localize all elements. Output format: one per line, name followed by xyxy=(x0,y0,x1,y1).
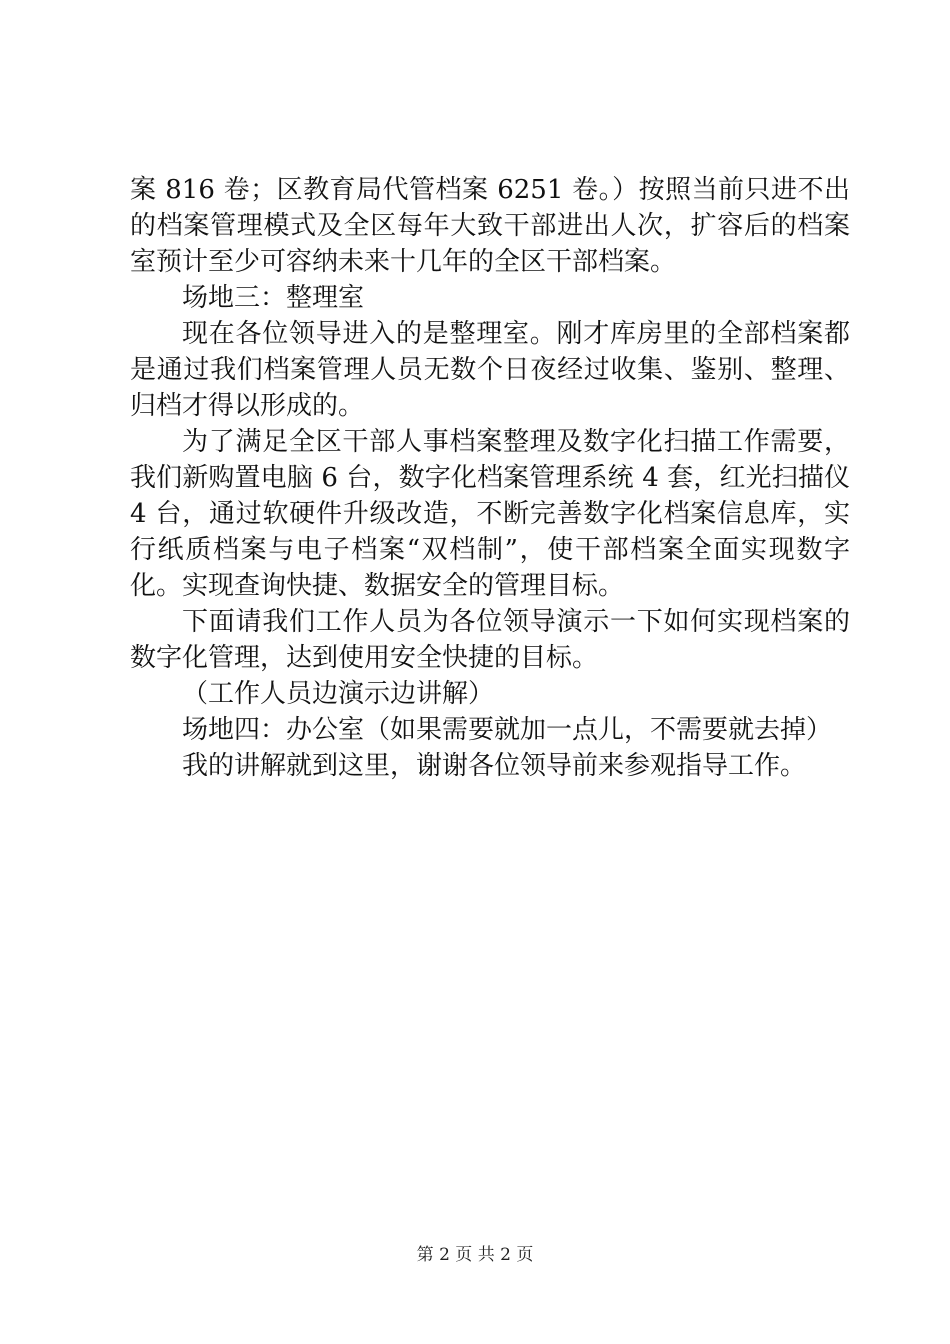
paragraph-staff-note: （工作人员边演示边讲解） xyxy=(182,679,495,709)
paragraph-demonstration: 下面请我们工作人员为各位领导演示一下如何实现档案的数字化管理，达到使用安全快捷的目标。 xyxy=(130,607,850,673)
page-footer xyxy=(0,1243,950,1267)
page-number: 第 2 页 共 2 页 xyxy=(416,1245,534,1265)
paragraph-sorting-room: 现在各位领导进入的是整理室。刚才库房里的全部档案都是通过我们档案管理人员无数个日夜经过收集、鉴别、整理、归档才得以形成的。 xyxy=(130,319,850,421)
paragraph-digitization: 为了满足全区干部人事档案整理及数字化扫描工作需要，我们新购置电脑 6 台，数字化档案管理系统 4 套，红光扫描仪 4 台，通过软硬件升级改造，不断完善数字化档案信息库，实行纸质档案与电子档案“双档制”，使干部档案全面实现数字化。实现查询快捷、数据安全的管理目标。 xyxy=(130,427,850,601)
heading-venue-three: 场地三：整理室 xyxy=(182,283,365,313)
heading-venue-four: 场地四：办公室（如果需要就加一点儿，不需要就去掉） xyxy=(182,715,833,745)
paragraph-continuation: 案 816 卷；区教育局代管档案 6251 卷。）按照当前只进不出的档案管理模式及全区每年大致干部进出人次，扩容后的档案室预计至少可容纳未来十几年的全区干部档案。 xyxy=(130,175,850,277)
paragraph-closing: 我的讲解就到这里，谢谢各位领导前来参观指导工作。 xyxy=(182,751,807,781)
document-body xyxy=(130,172,850,784)
